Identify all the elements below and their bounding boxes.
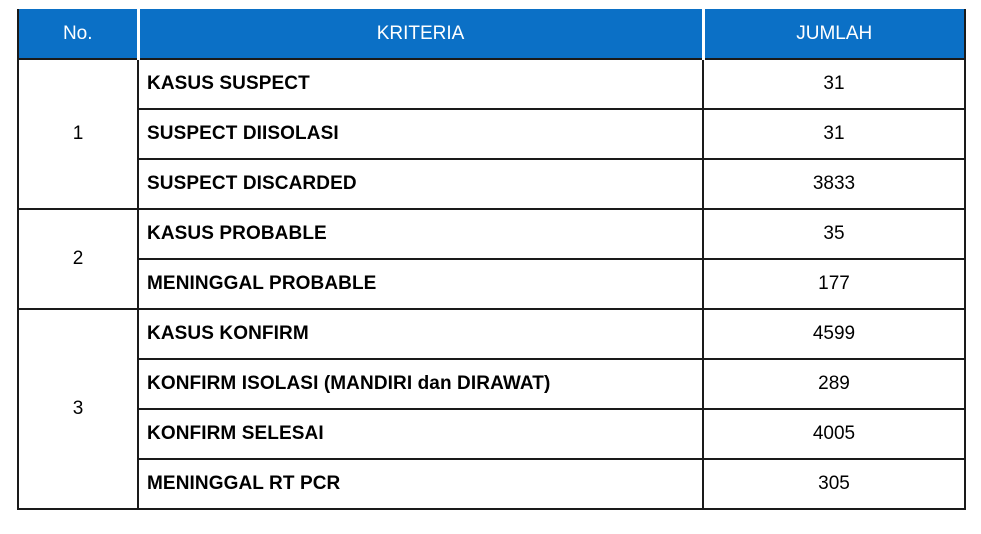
table-row [18,59,965,109]
header-jumlah: JUMLAH [703,9,965,59]
group-number: 1 [18,59,138,209]
table-header [18,9,965,59]
table-row [18,159,965,209]
header-kriteria: KRITERIA [138,9,703,59]
table-row [18,109,965,159]
kriteria-cell: SUSPECT DIISOLASI [138,109,703,159]
kriteria-cell: KASUS PROBABLE [138,209,703,259]
table-row [18,409,965,459]
jumlah-cell: 31 [703,109,965,159]
table-row [18,359,965,409]
jumlah-cell: 35 [703,209,965,259]
jumlah-cell: 177 [703,259,965,309]
header-row [18,9,965,59]
kriteria-cell: KONFIRM SELESAI [138,409,703,459]
kriteria-cell: MENINGGAL RT PCR [138,459,703,509]
table-row [18,459,965,509]
jumlah-cell: 31 [703,59,965,109]
table-row [18,209,965,259]
kriteria-cell: MENINGGAL PROBABLE [138,259,703,309]
jumlah-cell: 3833 [703,159,965,209]
jumlah-cell: 4599 [703,309,965,359]
table-body [18,59,965,509]
kriteria-cell: KONFIRM ISOLASI (MANDIRI dan DIRAWAT) [138,359,703,409]
criteria-table [17,9,966,510]
kriteria-cell: KASUS KONFIRM [138,309,703,359]
table-row [18,309,965,359]
kriteria-cell: KASUS SUSPECT [138,59,703,109]
table-row [18,259,965,309]
jumlah-cell: 305 [703,459,965,509]
header-no: No. [18,9,138,59]
kriteria-cell: SUSPECT DISCARDED [138,159,703,209]
jumlah-cell: 4005 [703,409,965,459]
group-number: 2 [18,209,138,309]
group-number: 3 [18,309,138,509]
jumlah-cell: 289 [703,359,965,409]
